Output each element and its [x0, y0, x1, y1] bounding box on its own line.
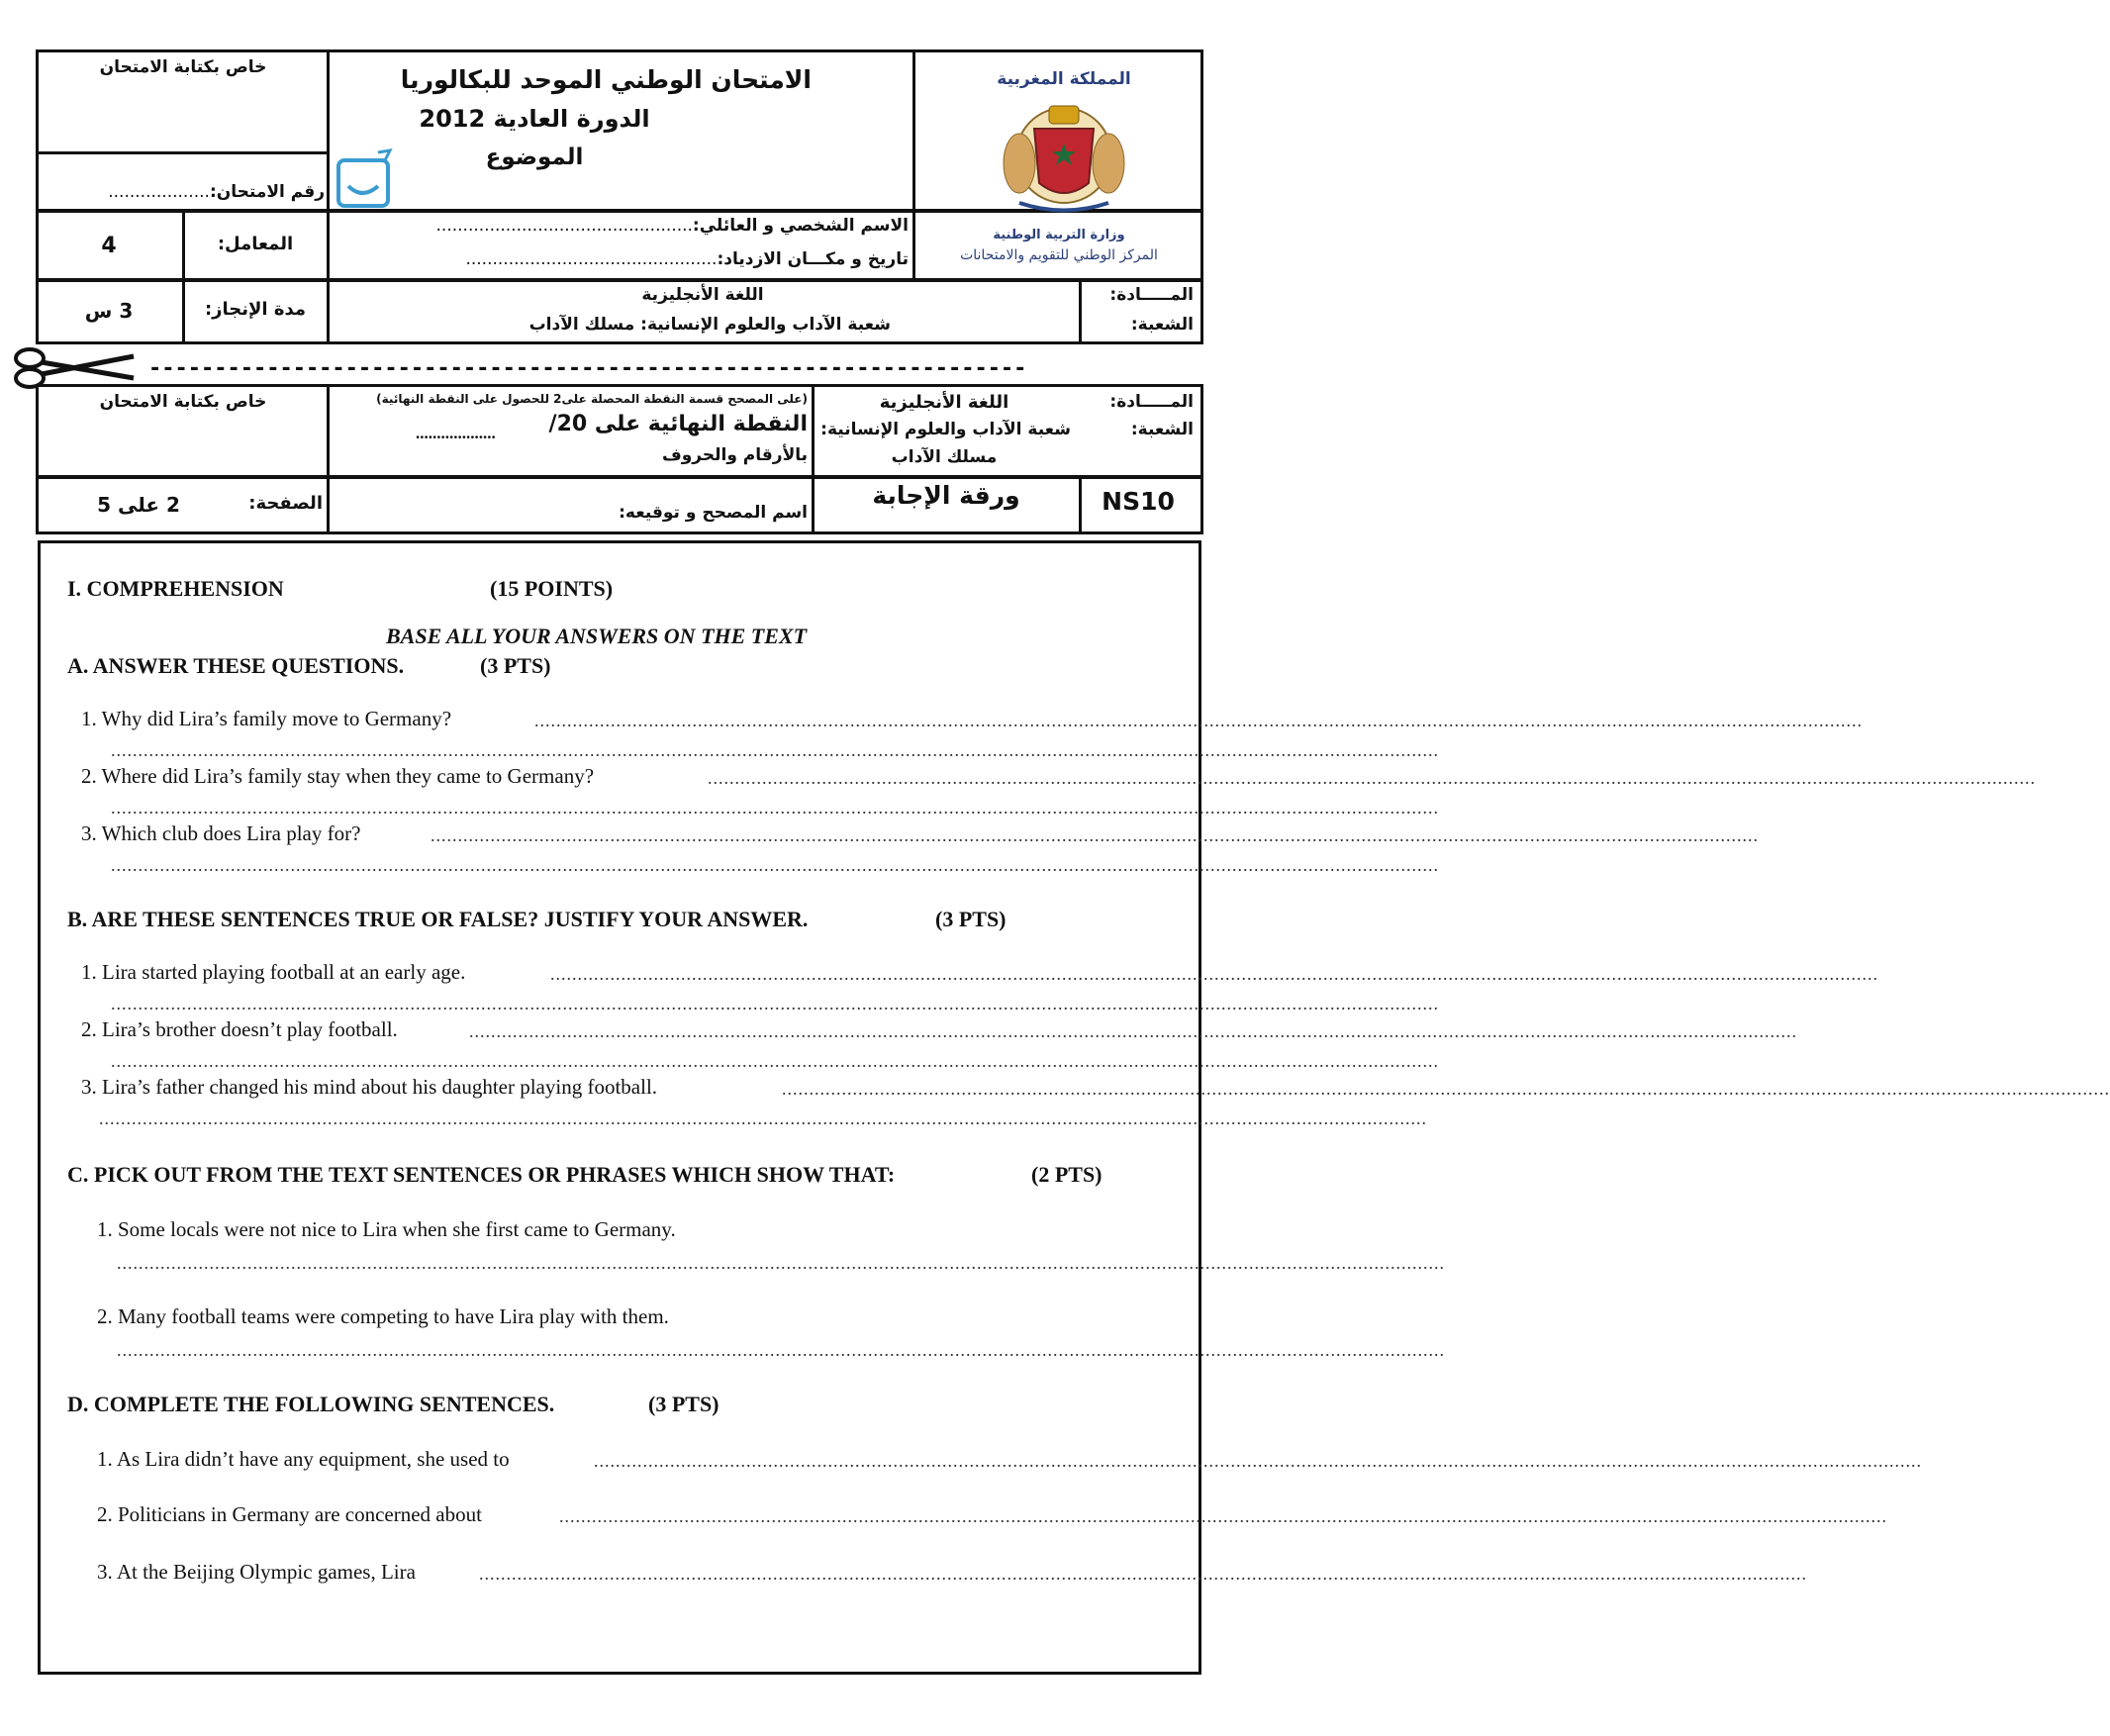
reserved-label: خاص بكتابة الامتحان	[99, 57, 267, 77]
subject-value-2: اللغة الأنجليزية	[879, 392, 1009, 413]
answer-line[interactable]: ....................................................................................................................................................................................................................................................	[99, 1109, 1427, 1128]
grading-note: (على المصحح قسمة النقطة المحصلة على2 للحصول على النقطة النهائية)	[376, 392, 808, 406]
question-d2: 2. Politicians in Germany are concerned about	[97, 1502, 482, 1526]
question-c1: 1. Some locals were not nice to Lira when she first came to Germany.	[97, 1217, 676, 1241]
question-d1: 1. As Lira didn’t have any equipment, she used to	[97, 1447, 510, 1471]
answer-line[interactable]: ....................................................................................................................................................................................................................................................	[431, 825, 1759, 845]
final-grade-label: النقطة النهائية على 20/	[548, 412, 808, 436]
coefficient-value: 4	[101, 234, 117, 258]
coat-of-arms-icon	[990, 94, 1138, 223]
question-b3: 3. Lira’s father changed his mind about his daughter playing football.	[81, 1075, 658, 1099]
answer-line[interactable]: ....................................................................................................................................................................................................................................................	[594, 1451, 1922, 1471]
question-a2: 2. Where did Lira’s family stay when they came to Germany?	[81, 764, 595, 788]
answer-line[interactable]: ....................................................................................................................................................................................................................................................	[708, 768, 2036, 788]
part-d-points: (3 PTS)	[648, 1392, 719, 1416]
section-title: I. COMPREHENSION	[67, 576, 284, 601]
answer-line[interactable]: ....................................................................................................................................................................................................................................................	[117, 1340, 1445, 1360]
exam-number-label: رقم الامتحان:...................	[108, 182, 325, 202]
part-b-title: B. ARE THESE SENTENCES TRUE OR FALSE? JUSTIFY YOUR ANSWER.	[67, 907, 809, 931]
part-a-title: A. ANSWER THESE QUESTIONS.	[67, 653, 405, 678]
branch-value-3: مسلك الآداب	[891, 447, 998, 467]
exam-code: NS10	[1102, 487, 1175, 516]
question-c2: 2. Many football teams were competing to have Lira play with them.	[97, 1304, 669, 1328]
duration-value: 3 س	[84, 299, 134, 323]
center-label: المركز الوطني للتقويم والامتحانات	[960, 247, 1158, 263]
part-d-title: D. COMPLETE THE FOLLOWING SENTENCES.	[67, 1392, 555, 1416]
cut-line: -------------------------------------------------------------------	[148, 356, 1027, 381]
question-b2: 2. Lira’s brother doesn’t play football.	[81, 1017, 398, 1041]
part-c-points: (2 PTS)	[1031, 1162, 1103, 1187]
answer-line[interactable]: ....................................................................................................................................................................................................................................................	[559, 1506, 1887, 1526]
subject-value: اللغة الأنجليزية	[641, 285, 764, 305]
part-a-points: (3 PTS)	[480, 653, 551, 678]
branch-value: شعبة الآداب والعلوم الإنسانية: مسلك الآداب	[528, 315, 891, 335]
question-b1: 1. Lira started playing football at an early age.	[81, 960, 466, 984]
answer-line[interactable]: ....................................................................................................................................................................................................................................................	[782, 1079, 2110, 1099]
section-points: (15 POINTS)	[490, 576, 614, 601]
answer-line[interactable]: ....................................................................................................................................................................................................................................................	[111, 740, 1439, 760]
answer-line[interactable]: ....................................................................................................................................................................................................................................................	[111, 994, 1439, 1013]
subject-title: الموضوع	[485, 145, 584, 170]
answer-line[interactable]: ....................................................................................................................................................................................................................................................	[479, 1564, 1807, 1584]
name-field: الاسم الشخصي و العائلي:................................................	[435, 216, 909, 236]
answer-line[interactable]: ....................................................................................................................................................................................................................................................	[469, 1021, 1797, 1041]
branch-value-2: شعبة الآداب والعلوم الإنسانية:	[820, 420, 1071, 439]
center-logo-icon	[335, 148, 396, 210]
page-label: الصفحة:	[248, 493, 323, 514]
question-d3: 3. At the Beijing Olympic games, Lira	[97, 1560, 416, 1584]
branch-label-2: الشعبة:	[1130, 420, 1194, 439]
question-a3: 3. Which club does Lira play for?	[81, 821, 361, 845]
subject-label-2: المـــــادة:	[1109, 392, 1194, 412]
page-number: 2 على 5	[97, 493, 180, 517]
exam-title: الامتحان الوطني الموحد للبكالوريا	[400, 65, 812, 94]
instruction: BASE ALL YOUR ANSWERS ON THE TEXT	[386, 624, 808, 648]
subject-label: المـــــادة:	[1109, 285, 1194, 305]
answer-line[interactable]: ....................................................................................................................................................................................................................................................	[534, 711, 1863, 730]
coefficient-label: المعامل:	[217, 234, 294, 254]
answer-line[interactable]: ....................................................................................................................................................................................................................................................	[550, 964, 1878, 984]
reserved-label-2: خاص بكتابة الامتحان	[99, 392, 267, 412]
answer-line[interactable]: ....................................................................................................................................................................................................................................................	[111, 855, 1439, 875]
corrector-label: اسم المصحح و توقيعه:	[619, 503, 808, 523]
final-grade-field[interactable]: ...................	[416, 424, 496, 442]
part-c-title: C. PICK OUT FROM THE TEXT SENTENCES OR PHRASES WHICH SHOW THAT:	[67, 1162, 896, 1187]
in-numbers-letters: بالأرقام والحروف	[661, 445, 808, 465]
answer-line[interactable]: ....................................................................................................................................................................................................................................................	[111, 798, 1439, 818]
branch-label: الشعبة:	[1130, 315, 1194, 335]
question-a1: 1. Why did Lira’s family move to Germany?	[81, 707, 452, 730]
answer-line[interactable]: ....................................................................................................................................................................................................................................................	[111, 1051, 1439, 1071]
ministry-label: وزارة التربية الوطنية	[993, 228, 1125, 242]
part-b-points: (3 PTS)	[935, 907, 1007, 931]
session-title: الدورة العادية 2012	[419, 105, 650, 133]
kingdom-label: المملكة المغربية	[997, 69, 1131, 89]
answer-sheet-title: ورقة الإجابة	[872, 481, 1020, 510]
birth-field: تاريخ و مكـــان الازدياد:...............................................	[465, 249, 909, 269]
duration-label: مدة الإنجاز:	[204, 299, 307, 320]
answer-line[interactable]: ....................................................................................................................................................................................................................................................	[117, 1253, 1445, 1273]
